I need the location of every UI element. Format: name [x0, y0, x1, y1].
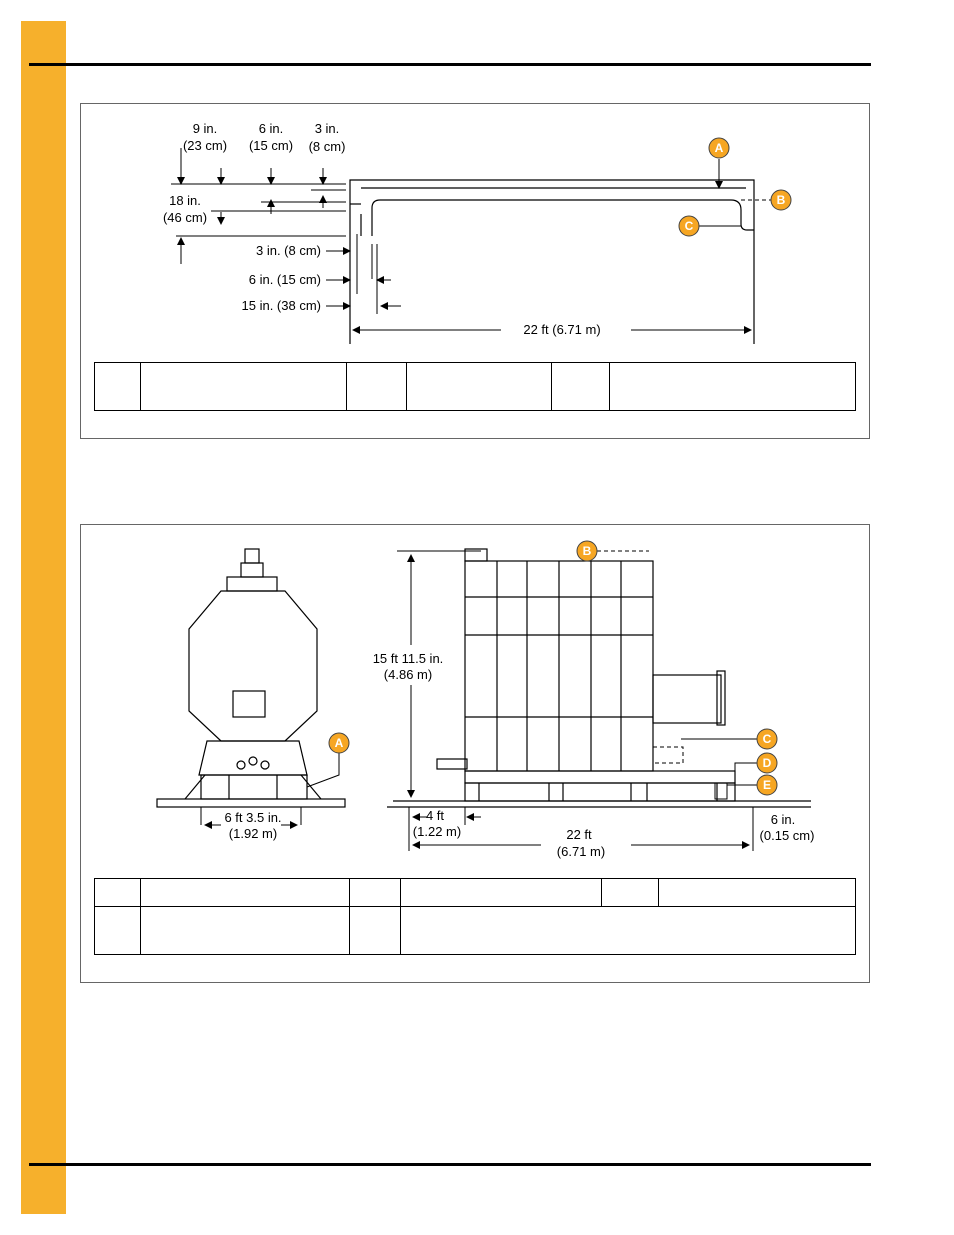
legend-table-bottom	[94, 878, 856, 955]
dim-offset-2: (1.22 m)	[412, 824, 462, 839]
dim-height-1: 15 ft 11.5 in.	[372, 651, 444, 666]
legend-cell	[141, 363, 347, 411]
dim-6in-side: 6 in. (15 cm)	[248, 272, 321, 287]
elevation-dimension-arrows	[201, 551, 753, 851]
dim-base-width-1: 6 ft 3.5 in.	[224, 810, 282, 825]
legend-cell	[141, 907, 350, 955]
dim-length-2: (6.71 m)	[556, 844, 606, 859]
header-rule	[29, 63, 871, 66]
dim-base-width-2: (1.92 m)	[228, 826, 278, 841]
legend-cell	[347, 363, 407, 411]
dim-edge-1: 6 in.	[770, 812, 796, 827]
callout-c	[679, 216, 741, 236]
legend-cell	[95, 879, 141, 907]
dryer-end-view	[157, 549, 345, 807]
dryer-outline	[350, 180, 754, 344]
dim-length: 22 ft (6.71 m)	[523, 322, 601, 337]
svg-text:D: D	[762, 756, 772, 770]
callout-e	[715, 775, 777, 799]
footer-rule	[29, 1163, 871, 1166]
dim-18in: 18 in.	[169, 193, 201, 208]
legend-cell	[552, 363, 610, 411]
legend-cell	[401, 907, 856, 955]
svg-text:C: C	[684, 219, 694, 233]
svg-text:E: E	[762, 778, 772, 792]
legend-table-top	[94, 362, 856, 411]
callout-b	[577, 541, 649, 561]
dim-3in: 3 in.	[314, 121, 340, 136]
svg-text:A: A	[714, 141, 724, 155]
legend-cell	[95, 907, 141, 955]
callout-a	[307, 733, 349, 787]
dim-offset-1: 4 ft	[425, 808, 445, 823]
legend-cell	[141, 879, 350, 907]
legend-cell	[95, 363, 141, 411]
svg-text:C: C	[762, 732, 772, 746]
dim-15in-side: 15 in. (38 cm)	[241, 298, 321, 313]
dim-6cm: (15 cm)	[248, 138, 294, 153]
legend-cell	[610, 363, 856, 411]
side-dimension-arrows	[326, 234, 401, 314]
svg-text:A: A	[334, 736, 344, 750]
dim-18cm: (46 cm)	[162, 210, 208, 225]
callout-b	[741, 190, 791, 210]
side-color-bar	[21, 21, 66, 1214]
dim-6in: 6 in.	[258, 121, 284, 136]
legend-cell	[602, 879, 659, 907]
legend-cell	[659, 879, 856, 907]
dim-edge-2: (0.15 cm)	[759, 828, 815, 843]
svg-text:B: B	[776, 193, 786, 207]
dim-height-2: (4.86 m)	[383, 667, 433, 682]
dim-9in: 9 in.	[192, 121, 218, 136]
callout-d	[735, 753, 777, 777]
dim-length-1: 22 ft	[566, 827, 592, 842]
dim-9cm: (23 cm)	[182, 138, 228, 153]
legend-cell	[407, 363, 552, 411]
dim-3cm: (8 cm)	[308, 139, 346, 154]
dryer-side-view	[387, 549, 811, 807]
legend-cell	[350, 879, 401, 907]
svg-text:B: B	[582, 544, 592, 558]
legend-cell	[401, 879, 602, 907]
dim-3in-side: 3 in. (8 cm)	[255, 243, 321, 258]
legend-cell	[350, 907, 401, 955]
